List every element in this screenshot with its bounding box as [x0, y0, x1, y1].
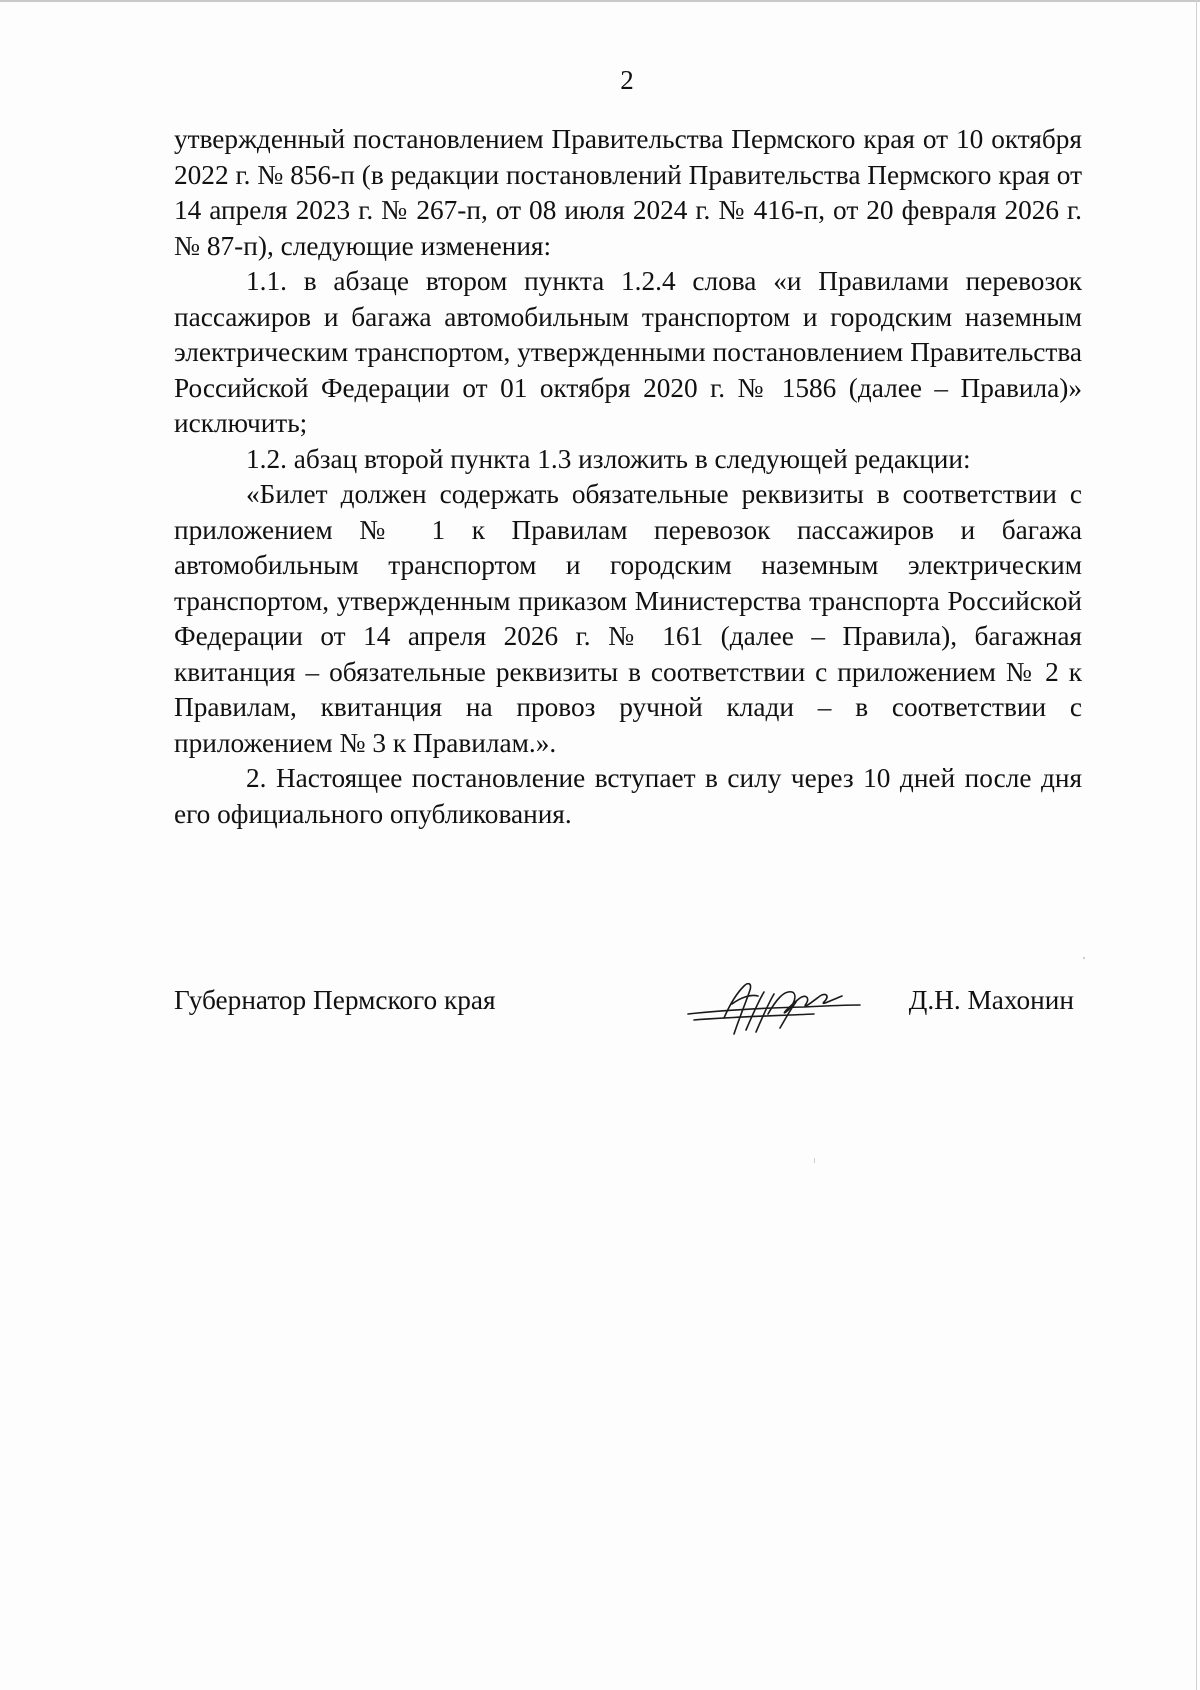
- signatory-title: Губернатор Пермского края: [174, 985, 496, 1015]
- page-number: 2: [620, 65, 634, 95]
- paragraph-item-1-2: 1.2. абзац второй пункта 1.3 изложить в следующей редакции:: [246, 443, 971, 474]
- signature-block: [174, 980, 1074, 1040]
- scan-edge-top: [0, 0, 1200, 2]
- document-body: [174, 122, 1082, 832]
- signatory-name: Д.Н. Махонин: [908, 985, 1074, 1015]
- paragraph-new-wording: «Билет должен содержать обязательные реквизиты в соответствии с приложением № 1 к Правилам перевозок пассажиров и багажа автомобильным транспортом и городским наземным электрическим транспортом, утвержденным приказом Министерства транспорта Российской Федерации от 14 апреля 2026 г. № 161 (далее – Правила), багажная квитанция – обязательные реквизиты в соответствии с приложением № 2 к Правилам, квитанция на провоз ручной клади – в соответствии с приложением № 3 к Правилам.».: [174, 479, 1082, 758]
- paragraph-item-2: 2. Настоящее постановление вступает в силу через 10 дней после дня его официального опубликования.: [174, 763, 1082, 829]
- paragraph-item-1-1: 1.1. в абзаце втором пункта 1.2.4 слова «и Правилами перевозок пассажиров и багажа автомобильным транспортом и городским наземным электрическим транспортом, утвержденными постановлением Правительства Российской Федерации от 01 октября 2020 г. № 1586 (далее – Правила)» исключить;: [174, 266, 1082, 438]
- scan-speck: [814, 1158, 815, 1163]
- handwritten-signature: [684, 974, 864, 1040]
- scan-edge-right: [1196, 0, 1197, 1690]
- scan-speck: [1083, 957, 1085, 959]
- paragraph-amended-act: утвержденный постановлением Правительства Пермского края от 10 октября 2022 г. № 856-п (в редакции постановлений Правительства Пермского края от 14 апреля 2023 г. № 267-п, от 08 июля 2024 г. № 416-п, от 20 февраля 2026 г. № 87-п), следующие изменения:: [174, 124, 1082, 261]
